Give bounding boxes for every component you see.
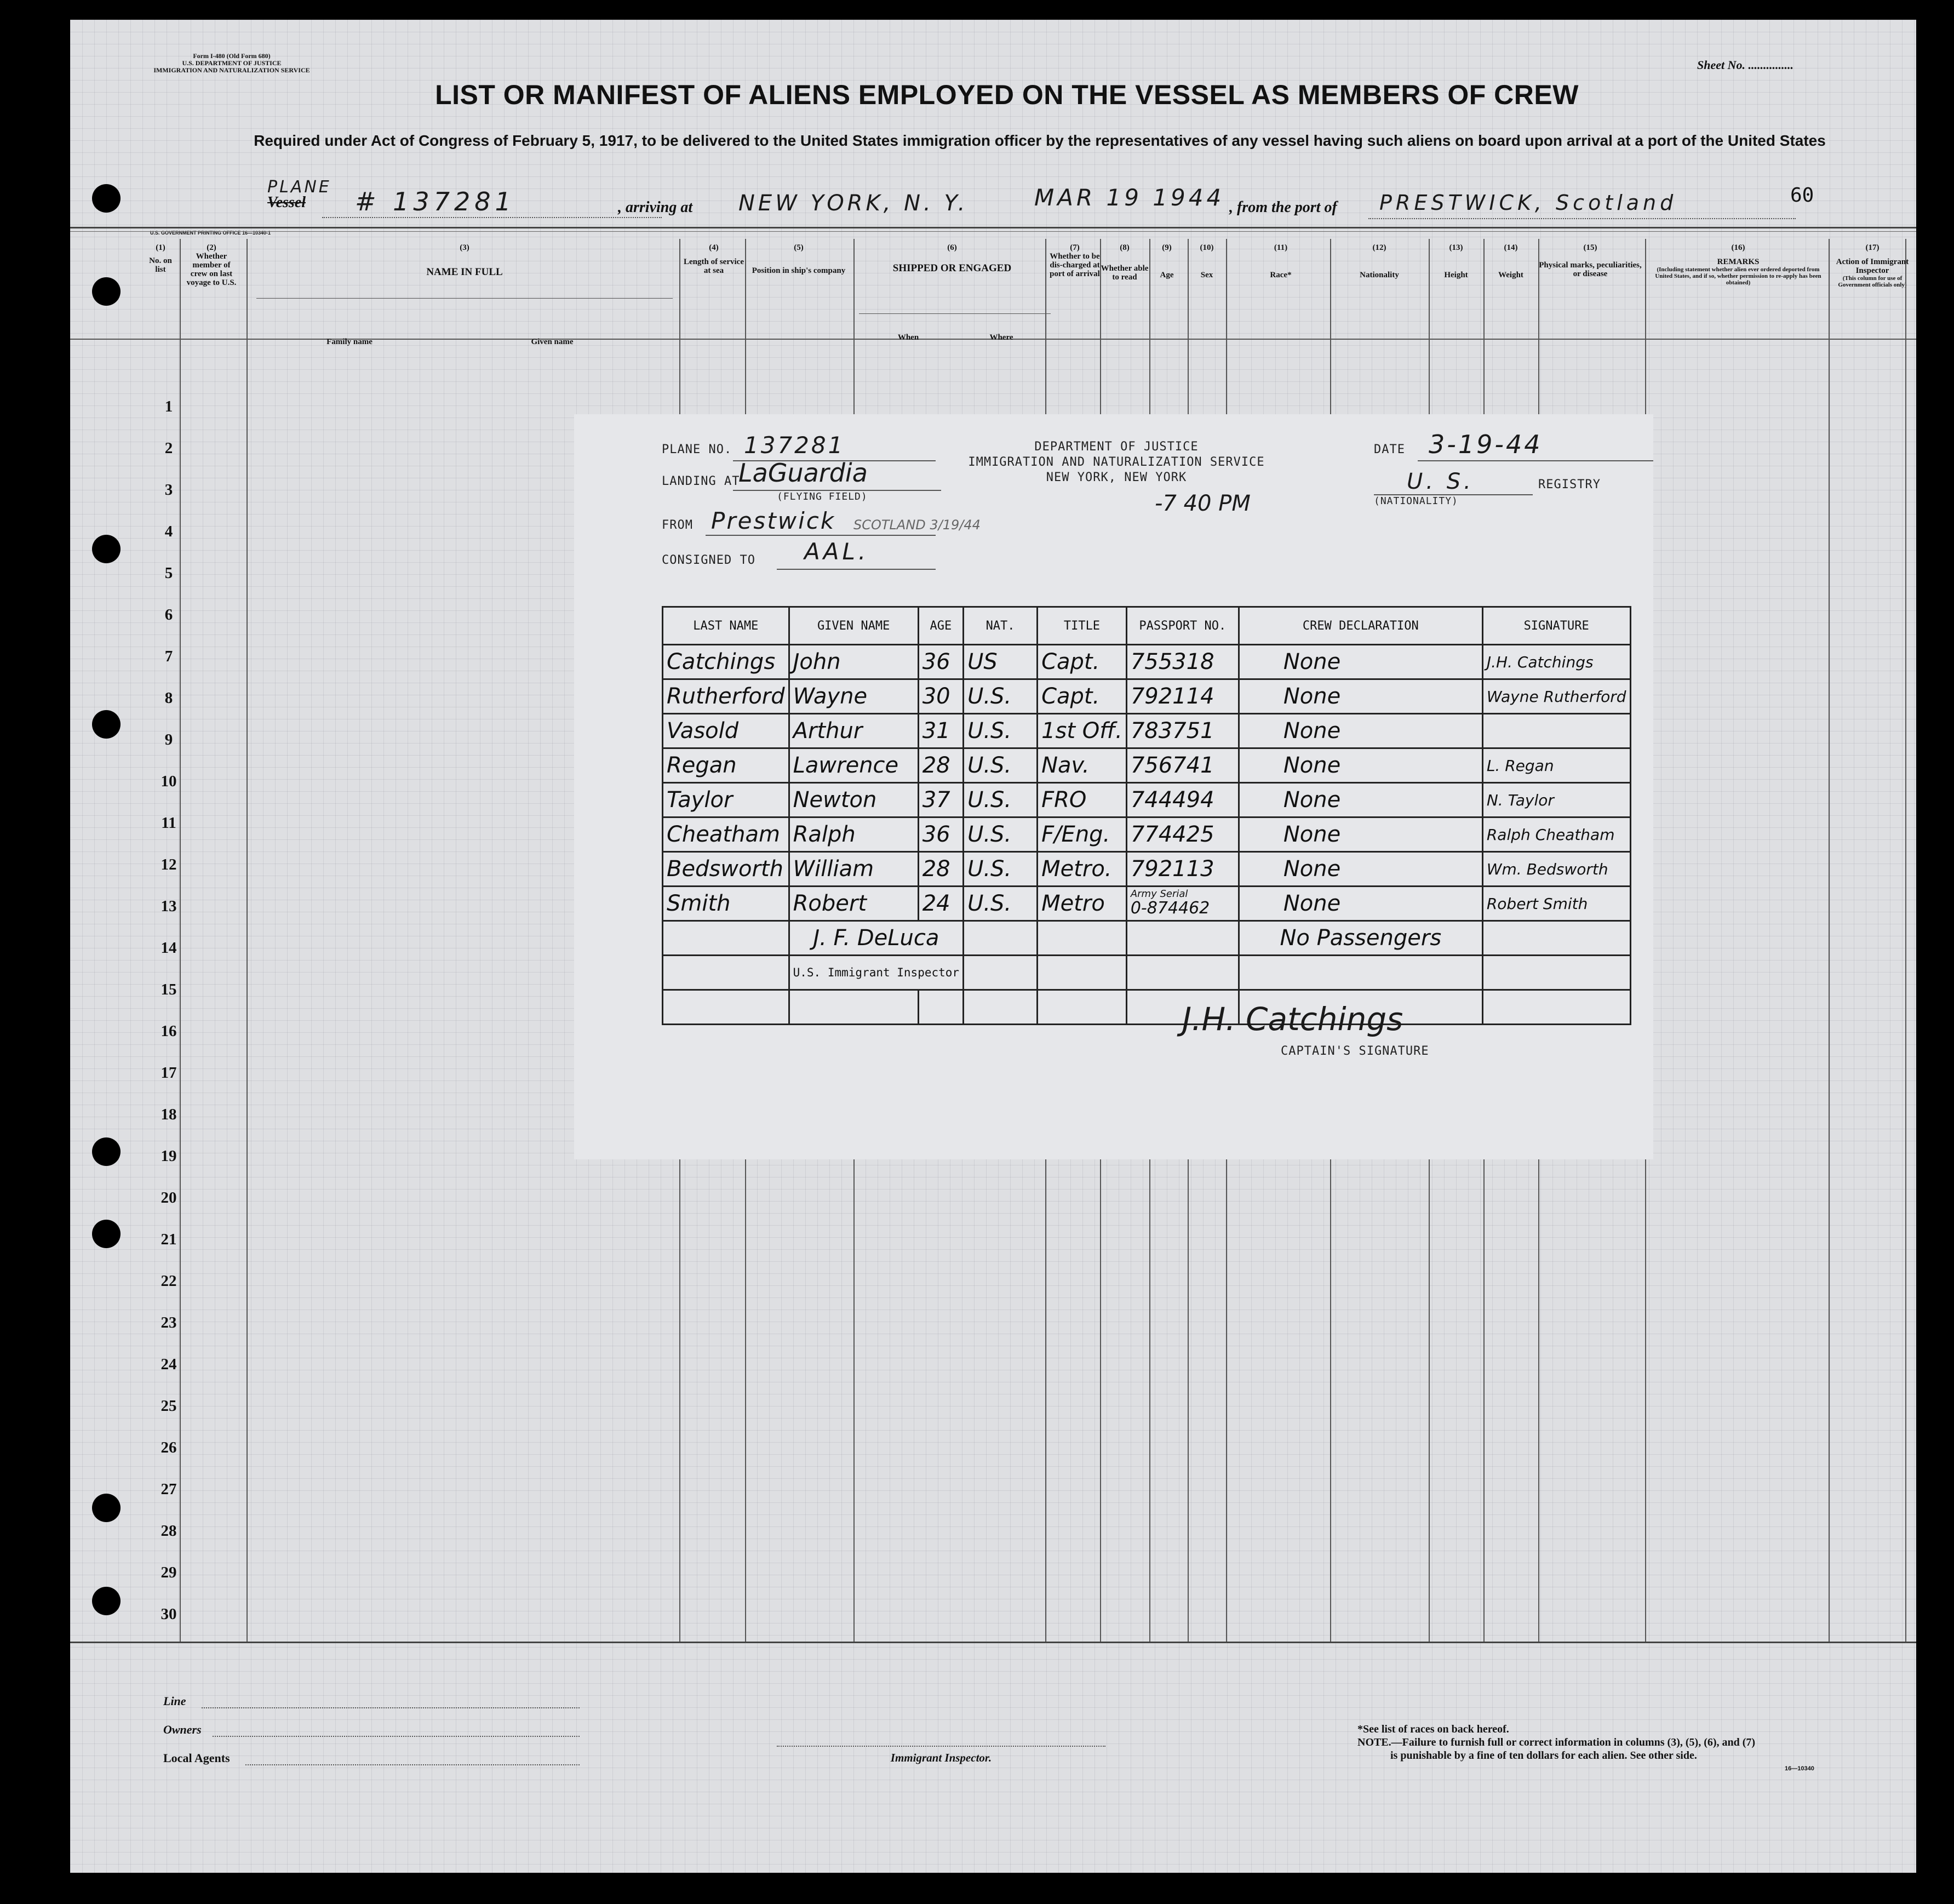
- date-value: 3-19-44: [1429, 430, 1543, 459]
- col-8-header: [1100, 243, 1149, 282]
- col-15-label: Physical marks, peculiarities, or disease: [1539, 261, 1642, 278]
- row-number: 10: [161, 773, 177, 790]
- crew-cell: [1239, 956, 1482, 990]
- footer-form-code: 16—10340: [1785, 1765, 1814, 1772]
- col-1-num: (1): [156, 243, 165, 252]
- crew-signature: J.H. Catchings: [1482, 645, 1630, 679]
- landing-label: LANDING AT: [662, 474, 740, 488]
- from-label: FROM: [662, 518, 693, 532]
- crew-nationality: U.S.: [964, 679, 1038, 714]
- inspector-label: U.S. Immigrant Inspector: [789, 956, 963, 990]
- col-14-num: (14): [1504, 243, 1518, 252]
- col-10-num: (10): [1200, 243, 1214, 252]
- row-number: 18: [161, 1106, 177, 1123]
- races-note: *See list of races on back hereof.: [1357, 1723, 1509, 1735]
- crew-cell: [1038, 956, 1127, 990]
- punch-hole: [92, 184, 121, 213]
- crew-declaration: None: [1239, 817, 1482, 852]
- no-passengers: No Passengers: [1239, 921, 1482, 956]
- passport-note: Army Serial: [1130, 888, 1188, 900]
- immigration-stamp: [574, 414, 1653, 1159]
- gpo-line: U.S. GOVERNMENT PRINTING OFFICE 16—10340-1: [150, 230, 271, 236]
- crew-age: 24: [918, 887, 963, 921]
- form-id-block: [147, 53, 317, 74]
- where-label: Where: [989, 333, 1013, 342]
- col-2-label: Whether member of crew on last voyage to U.S.: [186, 252, 237, 287]
- crew-col-age: AGE: [918, 607, 963, 645]
- from-underline: [706, 535, 936, 536]
- row-number: 26: [161, 1439, 177, 1456]
- crew-row: [663, 887, 1631, 921]
- when-label: When: [897, 333, 919, 342]
- crew-cell: [663, 956, 789, 990]
- crew-nationality: U.S.: [964, 748, 1038, 783]
- row-number: 9: [164, 731, 173, 748]
- crew-signature: Robert Smith: [1482, 887, 1630, 921]
- crew-title: Capt.: [1038, 679, 1127, 714]
- col-14-label: Weight: [1498, 271, 1523, 279]
- col-11-label: Race*: [1270, 271, 1292, 279]
- col-8-label: Whether able to read: [1101, 264, 1149, 282]
- row-number: 22: [161, 1272, 177, 1290]
- corner-number: 60: [1790, 184, 1814, 207]
- crew-cell: [964, 990, 1038, 1025]
- col-3-num: (3): [460, 243, 469, 252]
- remarks-note: (Including statement whether alien ever ordered deported from United States, and if so, whether permission to re-apply has been obtained): [1655, 266, 1821, 286]
- crew-age: 31: [918, 714, 963, 748]
- col-3-header: [251, 243, 678, 278]
- col-rule: [1905, 239, 1906, 1642]
- crew-title: FRO: [1038, 783, 1127, 817]
- col-16-header: [1648, 243, 1829, 286]
- form-id-line1: Form I-480 (Old Form 680): [193, 52, 271, 60]
- crew-cell: [964, 921, 1038, 956]
- crew-col-passport: PASSPORT NO.: [1126, 607, 1239, 645]
- consigned-underline: [777, 569, 936, 570]
- row-number: 29: [161, 1564, 177, 1581]
- date-label: DATE: [1374, 443, 1405, 456]
- crew-nationality: U.S.: [964, 714, 1038, 748]
- col-4-label: Length of service at sea: [684, 258, 744, 275]
- col-12-header: [1330, 243, 1429, 279]
- crew-declaration: None: [1239, 645, 1482, 679]
- crew-cell: [1482, 956, 1630, 990]
- crew-given-name: Newton: [789, 783, 918, 817]
- col-8-num: (8): [1120, 243, 1130, 252]
- col-15-num: (15): [1583, 243, 1597, 252]
- crew-last-name: Catchings: [663, 645, 789, 679]
- col-rule: [1829, 239, 1830, 1642]
- crew-last-name: Rutherford: [663, 679, 789, 714]
- crew-cell: [663, 921, 789, 956]
- landing-note: (FLYING FIELD): [777, 491, 868, 502]
- date-underline: [1418, 460, 1653, 461]
- crew-signature: Wm. Bedsworth: [1482, 852, 1630, 887]
- form-id-line3: IMMIGRATION AND NATURALIZATION SERVICE: [153, 66, 310, 74]
- from-port-label: , from the port of: [1229, 199, 1337, 216]
- punch-hole: [92, 1220, 121, 1248]
- crew-last-name: Regan: [663, 748, 789, 783]
- crew-last-name: Vasold: [663, 714, 789, 748]
- row-number: 7: [164, 648, 173, 665]
- row-number: 30: [161, 1605, 177, 1623]
- agents-underline: [245, 1764, 580, 1765]
- crew-title: 1st Off.: [1038, 714, 1127, 748]
- crew-row: [663, 645, 1631, 679]
- sheet-number-label: Sheet No. ...............: [1697, 58, 1793, 72]
- row-number: 11: [161, 814, 176, 832]
- row-number: 15: [161, 981, 177, 998]
- row-number: 20: [161, 1189, 177, 1207]
- col-12-label: Nationality: [1360, 271, 1399, 279]
- crew-header-row: [663, 607, 1631, 645]
- grid-rule-bottom: [70, 1642, 1916, 1643]
- nationality-value: U. S.: [1407, 469, 1474, 494]
- crew-declaration: None: [1239, 714, 1482, 748]
- col-2-header: [184, 243, 239, 287]
- crew-passport: 792113: [1126, 852, 1239, 887]
- row-number: 2: [164, 439, 173, 457]
- row-number: 14: [161, 939, 177, 957]
- crew-age: 37: [918, 783, 963, 817]
- line-label: Line: [163, 1694, 186, 1708]
- crew-cell: [663, 990, 789, 1025]
- from-port-underline: [1368, 218, 1796, 219]
- note-line2: is punishable by a fine of ten dollars for each alien. See other side.: [1390, 1749, 1697, 1762]
- crew-nationality: US: [964, 645, 1038, 679]
- col-10-label: Sex: [1200, 271, 1213, 279]
- col-5-header: [749, 243, 848, 275]
- local-agents-label: Local Agents: [163, 1751, 230, 1765]
- col-17-label: Action of Immigrant Inspector: [1836, 258, 1909, 275]
- row-number: 16: [161, 1022, 177, 1040]
- col-5-num: (5): [794, 243, 804, 252]
- row-number: 24: [161, 1356, 177, 1373]
- from-port-value: PRESTWICK, Scotland: [1379, 191, 1677, 215]
- crew-signature: L. Regan: [1482, 748, 1630, 783]
- page-title: LIST OR MANIFEST OF ALIENS EMPLOYED ON THE VESSEL AS MEMBERS OF CREW: [435, 79, 1579, 110]
- crew-nationality: U.S.: [964, 852, 1038, 887]
- col-13-header: [1429, 243, 1483, 279]
- col-11-num: (11): [1274, 243, 1288, 252]
- crew-given-name: John: [789, 645, 918, 679]
- dept-line2: IMMIGRATION AND NATURALIZATION SERVICE: [968, 455, 1265, 469]
- registry-label: REGISTRY: [1538, 478, 1601, 491]
- crew-col-title: TITLE: [1038, 607, 1127, 645]
- crew-passport: 774425: [1126, 817, 1239, 852]
- passport-value: 0-874462: [1130, 899, 1210, 918]
- arrival-time: -7 40 PM: [1155, 491, 1251, 516]
- row-number: 13: [161, 897, 177, 915]
- crew-cell: [1126, 956, 1239, 990]
- manifest-sheet: [70, 20, 1916, 1873]
- crew-signature: Wayne Rutherford: [1482, 679, 1630, 714]
- captain-signature: J.H. Catchings: [1182, 1000, 1403, 1038]
- punch-hole: [92, 535, 121, 563]
- col-3-label: NAME IN FULL: [426, 266, 503, 278]
- crew-title: F/Eng.: [1038, 817, 1127, 852]
- crew-cell: [964, 956, 1038, 990]
- header-rule-top: [70, 227, 1916, 228]
- crew-last-name: Smith: [663, 887, 789, 921]
- col-6-num: (6): [947, 243, 957, 252]
- crew-given-name: Arthur: [789, 714, 918, 748]
- crew-cell: [1482, 990, 1630, 1025]
- crew-declaration: None: [1239, 783, 1482, 817]
- crew-row: [663, 748, 1631, 783]
- crew-cell: [1038, 990, 1127, 1025]
- row-number: 21: [161, 1231, 177, 1248]
- crew-age: 36: [918, 817, 963, 852]
- col-6-label: SHIPPED OR ENGAGED: [892, 262, 1012, 274]
- from-value: Prestwick: [711, 507, 836, 534]
- crew-nationality: U.S.: [964, 817, 1038, 852]
- name-divider: [256, 298, 673, 299]
- crew-col-declaration: CREW DECLARATION: [1239, 607, 1482, 645]
- crew-cell: [789, 990, 918, 1025]
- col-9-header: [1150, 243, 1183, 279]
- line-underline: [202, 1707, 580, 1708]
- crew-passport: 744494: [1126, 783, 1239, 817]
- col-6-header: [853, 243, 1051, 273]
- crew-passport: 755318: [1126, 645, 1239, 679]
- form-id-line2: U.S. DEPARTMENT OF JUSTICE: [182, 59, 282, 67]
- nationality-label: (NATIONALITY): [1374, 495, 1458, 507]
- crew-age: 28: [918, 852, 963, 887]
- col-9-label: Age: [1160, 271, 1174, 279]
- arriving-value: NEW YORK, N. Y.: [738, 191, 969, 216]
- punch-hole: [92, 1137, 121, 1166]
- crew-given-name: William: [789, 852, 918, 887]
- row-number: 23: [161, 1314, 177, 1331]
- crew-col-last-name: LAST NAME: [663, 607, 789, 645]
- page-subtitle: Required under Act of Congress of February 5, 1917, to be delivered to the United States immigration officer by the representatives of any vessel having such aliens on board upon arrival at a port of the United States: [254, 132, 1826, 149]
- crew-table: [662, 606, 1631, 1025]
- col-17-header: [1831, 243, 1913, 288]
- crew-title: Capt.: [1038, 645, 1127, 679]
- captain-signature-label: CAPTAIN'S SIGNATURE: [1281, 1044, 1429, 1058]
- crew-title: Metro: [1038, 887, 1127, 921]
- col-16-label: REMARKS: [1717, 258, 1760, 266]
- inspector-signature: J. F. DeLuca: [789, 921, 963, 956]
- row-number: 19: [161, 1147, 177, 1165]
- crew-declaration: None: [1239, 852, 1482, 887]
- row-number: 1: [164, 398, 173, 415]
- crew-declaration: None: [1239, 679, 1482, 714]
- crew-row: [663, 714, 1631, 748]
- landing-value: LaGuardia: [738, 458, 868, 488]
- row-number: 17: [161, 1064, 177, 1082]
- given-name-label: Given name: [531, 338, 574, 346]
- blank-row: [663, 990, 1631, 1025]
- arriving-label: , arriving at: [618, 199, 693, 216]
- crew-nationality: U.S.: [964, 887, 1038, 921]
- crew-declaration: None: [1239, 887, 1482, 921]
- owners-underline: [213, 1736, 580, 1737]
- row-number: 5: [164, 564, 173, 582]
- from-extra: SCOTLAND 3/19/44: [853, 517, 981, 533]
- crew-signature: [1482, 714, 1630, 748]
- col-14-header: [1483, 243, 1538, 279]
- plane-no-value: 137281: [744, 432, 845, 459]
- col-12-num: (12): [1372, 243, 1386, 252]
- crew-age: 28: [918, 748, 963, 783]
- immigrant-inspector-line: [777, 1746, 1105, 1747]
- col-4-header: [684, 243, 744, 275]
- header-rule-top-2: [70, 231, 1916, 232]
- crew-last-name: Cheatham: [663, 817, 789, 852]
- plane-word: PLANE: [267, 178, 331, 197]
- consigned-label: CONSIGNED TO: [662, 553, 755, 567]
- col-5-label: Position in ship's company: [752, 266, 846, 275]
- department-block: [925, 439, 1308, 485]
- col-1-header: [144, 243, 177, 274]
- vessel-value: # 137281: [355, 187, 515, 216]
- row-number: 8: [164, 689, 173, 707]
- crew-given-name: Wayne: [789, 679, 918, 714]
- vessel-underline: [322, 217, 662, 218]
- row-number: 25: [161, 1397, 177, 1415]
- col-15-header: [1538, 243, 1642, 278]
- row-number: 3: [164, 481, 173, 499]
- row-number: 12: [161, 856, 177, 873]
- punch-hole: [92, 710, 121, 739]
- crew-age: 36: [918, 645, 963, 679]
- row-number: 28: [161, 1522, 177, 1540]
- dept-line3: NEW YORK, NEW YORK: [1046, 471, 1187, 484]
- crew-row: [663, 852, 1631, 887]
- crew-last-name: Bedsworth: [663, 852, 789, 887]
- crew-last-name: Taylor: [663, 783, 789, 817]
- row-number: 27: [161, 1480, 177, 1498]
- col-13-num: (13): [1449, 243, 1463, 252]
- note-line1: NOTE.—Failure to furnish full or correct information in columns (3), (5), (6), and (7): [1357, 1736, 1756, 1748]
- punch-hole: [92, 277, 121, 306]
- col-1-label: No. on list: [149, 256, 172, 274]
- crew-signature: Ralph Cheatham: [1482, 817, 1630, 852]
- col-17-num: (17): [1865, 243, 1879, 252]
- inspector-note: (This column for use of Government officials only): [1838, 275, 1907, 288]
- consigned-value: AAL.: [804, 538, 869, 565]
- crew-cell: [1038, 921, 1127, 956]
- crew-col-given-name: GIVEN NAME: [789, 607, 918, 645]
- owners-label: Owners: [163, 1723, 202, 1736]
- inspector-label-row: [663, 956, 1631, 990]
- family-name-label: Family name: [326, 338, 373, 346]
- crew-passport: 756741: [1126, 748, 1239, 783]
- dept-line1: DEPARTMENT OF JUSTICE: [1034, 440, 1199, 454]
- col-9-num: (9): [1162, 243, 1172, 252]
- col-11-header: [1231, 243, 1330, 279]
- punch-hole: [92, 1587, 121, 1615]
- footer-notes: [1357, 1723, 1755, 1762]
- col-13-label: Height: [1444, 271, 1468, 279]
- col-7-header: [1046, 243, 1103, 278]
- crew-passport: [1126, 887, 1239, 921]
- col-rule: [247, 239, 248, 1642]
- col-7-label: Whether to be dis-charged at port of arrival: [1050, 252, 1100, 278]
- crew-cell: [1126, 921, 1239, 956]
- crew-title: Metro.: [1038, 852, 1127, 887]
- punch-hole: [92, 1494, 121, 1522]
- col-4-num: (4): [709, 243, 719, 252]
- crew-passport: 792114: [1126, 679, 1239, 714]
- row-number: 6: [164, 606, 173, 624]
- crew-passport: 783751: [1126, 714, 1239, 748]
- vessel-label: Vessel: [267, 194, 306, 211]
- immigrant-inspector-label: Immigrant Inspector.: [890, 1751, 992, 1764]
- crew-col-nat: NAT.: [964, 607, 1038, 645]
- crew-given-name: Robert: [789, 887, 918, 921]
- row-number: 4: [164, 523, 173, 540]
- inspector-row: [663, 921, 1631, 956]
- crew-row: [663, 817, 1631, 852]
- crew-title: Nav.: [1038, 748, 1127, 783]
- arrival-date: MAR 19 1944: [1034, 184, 1225, 211]
- shipped-divider: [859, 313, 1051, 314]
- crew-row: [663, 783, 1631, 817]
- crew-row: [663, 679, 1631, 714]
- crew-nationality: U.S.: [964, 783, 1038, 817]
- col-2-num: (2): [207, 243, 216, 252]
- plane-no-label: PLANE NO.: [662, 443, 732, 456]
- crew-given-name: Ralph: [789, 817, 918, 852]
- col-16-num: (16): [1731, 243, 1745, 252]
- crew-col-signature: SIGNATURE: [1482, 607, 1630, 645]
- crew-given-name: Lawrence: [789, 748, 918, 783]
- crew-signature: N. Taylor: [1482, 783, 1630, 817]
- crew-cell: [1482, 921, 1630, 956]
- crew-declaration: None: [1239, 748, 1482, 783]
- crew-cell: [918, 990, 963, 1025]
- crew-age: 30: [918, 679, 963, 714]
- col-10-header: [1188, 243, 1226, 279]
- col-7-num: (7): [1070, 243, 1080, 252]
